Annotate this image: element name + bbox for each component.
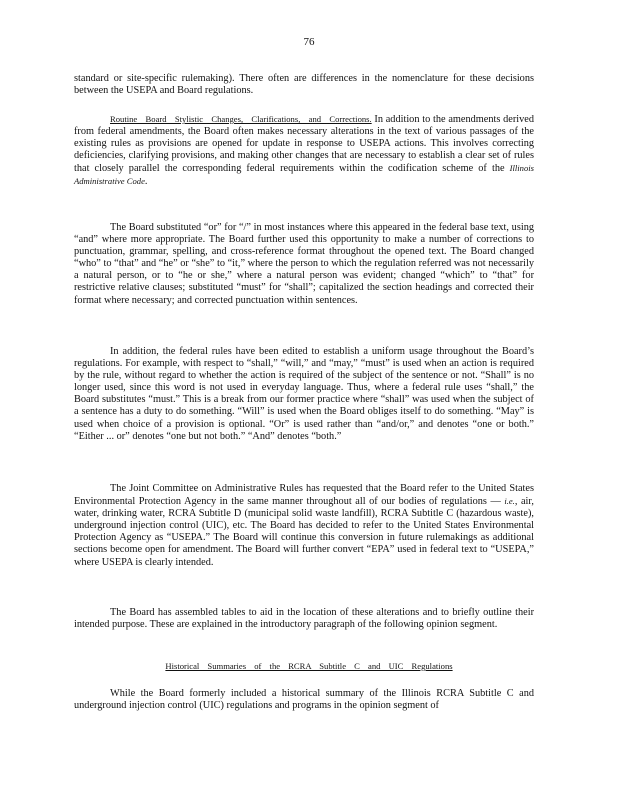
paragraph-routine-changes [74, 113, 534, 189]
section-heading-historical-summaries: Historical Summaries of the RCRA Subtitle C and UIC Regulations [165, 661, 453, 671]
run-in-heading-routine-changes: Routine Board Stylistic Changes, Clarifications, and Corrections. [110, 114, 372, 124]
page-number: 76 [303, 36, 315, 48]
ie-abbreviation: i.e. [504, 496, 515, 507]
paragraph-standard-rulemaking: standard or site-specific rulemaking). There often are differences in the nomenclature for these decisions between the USEPA and Board regulations. [74, 73, 534, 97]
paragraph-historical-summary: While the Board formerly included a historical summary of the Illinois RCRA Subtitle C and underground injection control (UIC) regulations and programs in the opinion segment of [74, 688, 534, 712]
paragraph-substitutions: The Board substituted “or” for “/” in most instances where this appeared in the federal base text, using “and” where more appropriate. The Board further used this opportunity to make a number of corrections to punctuation, grammar, spelling, and cross-reference format throughout the opened text. The Board changed “who” to “that” and “he” or “she” to “it,” where the person to which the regulation referred was not necessarily a natural person, or to “he or she,” where a natural person was evident; changed “which” to “that” for restrictive relative clauses; substituted “must” for “shall”; capitalized the section headings and corrected their format where necessary; and corrected punctuation within sentences. [74, 222, 534, 306]
paragraph-uniform-usage: In addition, the federal rules have been edited to establish a uniform usage throughout the Board’s regulations. For example, with respect to “shall,” “will,” and “may,” “must” is used when an action is required by the rule, without regard to whether the action is required of the subject of the sentence or not. “Shall” is no longer used, since this word is not used in everyday language. Thus, where a federal rule uses “shall,” the Board substitutes “must.” This is a break from our former practice where “shall” was used when the subject of a sentence has a duty to do something. “Will” is used when the Board obliges itself to do something. “May” is used when choice of a provision is optional. “Or” is used rather than “and/or,” and denotes “one or both.” “Either ... or” denotes “one but not both.” “And” denotes “both.” [74, 346, 534, 442]
illinois-administrative-code-citation: Illinois Administrative Code [74, 163, 534, 187]
paragraph-routine-changes-tail: . [144, 176, 148, 188]
paragraph-jcar-usepa [74, 483, 534, 569]
paragraph-tables: The Board has assembled tables to aid in the location of these alterations and to briefly outline their intended purpose. These are explained in the introductory paragraph of the following opinion segment. [74, 607, 534, 631]
paragraph-jcar-usepa-before: The Joint Committee on Administrative Rules has requested that the Board refer to the United States Environmental Protection Agency in the same manner throughout all of our bodies of regulations — [74, 483, 534, 508]
paragraph-routine-changes-text: In addition to the amendments derived from federal amendments, the Board often makes necessary alterations in the text of various passages of the existing rules as provisions are opened for update in response to USEPA actions. This involves correcting deficiencies, clarifying provisions, and making other changes that are necessary to establish a clear set of rules that closely parallel the corresponding federal requirements within the codification scheme of the [74, 114, 534, 175]
paragraph-jcar-usepa-after: , air, water, drinking water, RCRA Subtitle D (municipal solid waste landfill), RCRA Subtitle C (hazardous waste), underground injection control (UIC), etc. The Board has decided to refer to the United States Environmental Protection Agency as “USEPA.” The Board will continue this conversion in future rulemakings as additional sections become open for amendment. The Board will further convert “EPA” used in federal text to “USEPA,” where USEPA is clearly intended. [74, 496, 534, 568]
